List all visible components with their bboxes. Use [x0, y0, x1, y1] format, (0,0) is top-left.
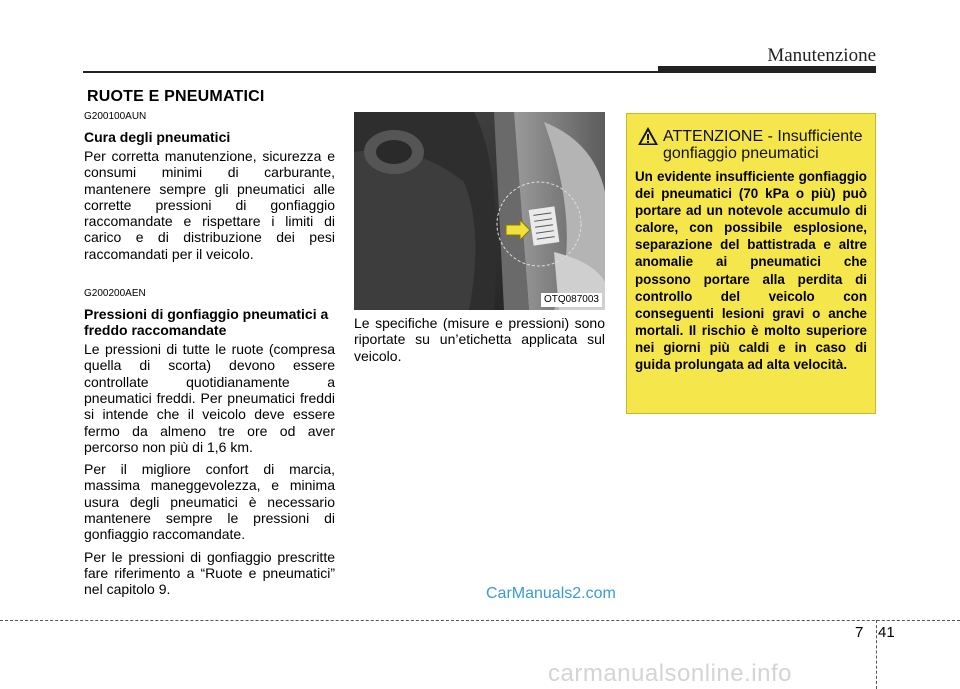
- paragraph: Per corretta manutenzione, sicurezza e consumi minimi di carburante, mantenere sempre gli pneumatici alle corrette pressioni di gonfiaggio raccomandate e rispettare i limiti di carico e di distribuzione dei pesi raccomandati per il veicolo.: [84, 148, 335, 262]
- section-code: G200200AEN: [84, 288, 146, 300]
- page-chapter: 7: [855, 624, 864, 641]
- header-title: Manutenzione: [767, 45, 876, 66]
- photo-illustration: [354, 112, 605, 310]
- subheading: Cura degli pneumatici: [84, 129, 231, 145]
- warning-box: [626, 113, 876, 414]
- warning-triangle-icon: [637, 126, 659, 146]
- door-pillar-photo: [354, 112, 605, 310]
- footer-dashed-line: [0, 620, 960, 621]
- watermark-carmanuals2[interactable]: CarManuals2.com: [486, 585, 616, 602]
- page-number: 41: [878, 624, 895, 641]
- footer-vertical-dash: [876, 620, 877, 689]
- header-rule-thin: [83, 71, 658, 73]
- section-title: RUOTE E PNEUMATICI: [87, 88, 265, 105]
- paragraph: Le specifiche (misure e pressioni) sono riportate su un’etichetta applicata sul veicolo.: [354, 315, 605, 364]
- column-left: [84, 111, 335, 604]
- warning-header: [627, 114, 875, 162]
- watermark-carmanualsonline[interactable]: carmanualsonline.info: [548, 660, 792, 687]
- paragraph: Le pressioni di tutte le ruote (compresa quella di scorta) devono essere controllate quotidianamente a pneumatici freddi. Per pneumatici freddi si intende che il veicolo deve essere fermo da almeno tre ore od aver percorso non più di 1,6 km.: [84, 341, 335, 455]
- column-middle-text: [354, 315, 605, 370]
- paragraph: Per il migliore confort di marcia, massima maneggevolezza, e minima usura degli pneumatici è necessario mantenere sempre le pressioni di gonfiaggio raccomandate.: [84, 461, 335, 543]
- photo-caption: OTQ087003: [541, 293, 602, 307]
- warning-title: ATTENZIONE - Insufficiente gonfiaggio pneumatici: [663, 128, 863, 162]
- warning-body: Un evidente insufficiente gonfiaggio dei pneumatici (70 kPa o più) può portare ad un notevole accumulo di calore, con possibile esplosione, separazione del battistrada e altre anomalie ai pneumatici che possono portare alla perdita di controllo del veicolo con conseguenti lesioni gravi o anche mortali. Il rischio è molto superiore nei giorni più caldi e in caso di guida prolungata ad alta velocità.: [635, 169, 867, 373]
- header-rule-thick: [658, 66, 876, 73]
- paragraph: Per le pressioni di gonfiaggio prescritte fare riferimento a “Ruote e pneumatici” nel capitolo 9.: [84, 548, 335, 598]
- subheading: Pressioni di gonfiaggio pneumatici a freddo raccomandate: [84, 306, 329, 339]
- section-code: G200100AUN: [84, 111, 147, 122]
